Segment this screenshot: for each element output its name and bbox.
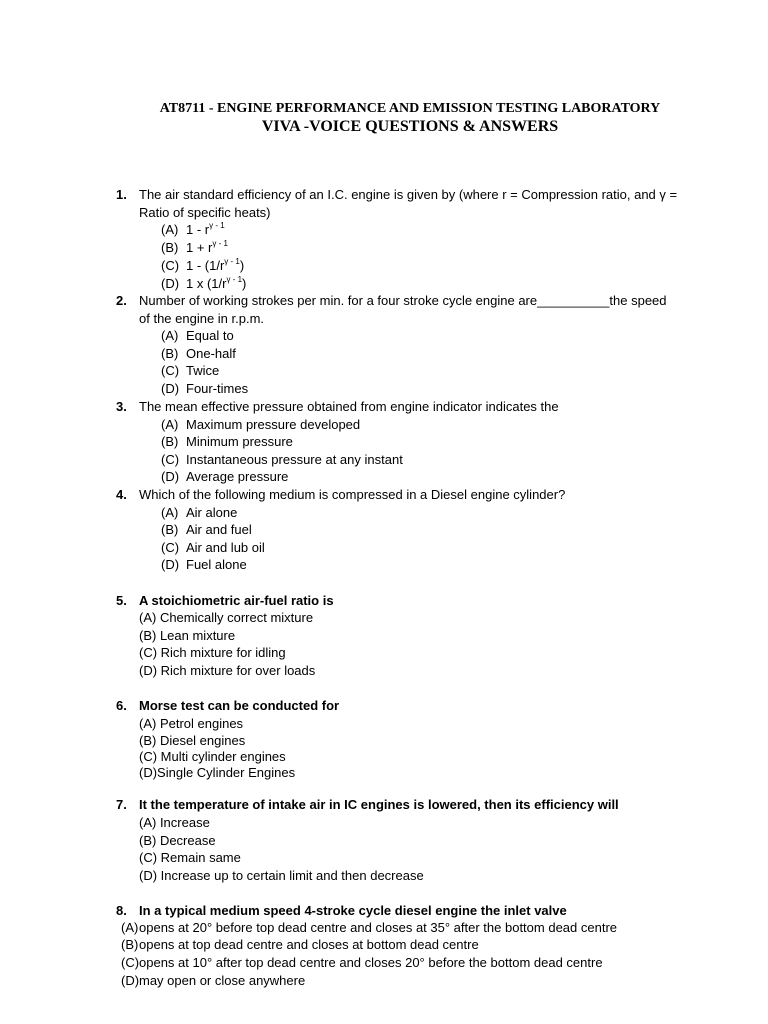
option-label: (A) [121, 920, 139, 935]
option-text: may open or close anywhere [139, 973, 306, 988]
course-title: AT8711 - ENGINE PERFORMANCE AND EMISSION TESTING LABORATORY [159, 101, 661, 116]
option-label: (D) [121, 973, 140, 988]
option-2d [161, 380, 248, 398]
option-6b: (B) Diesel engines [139, 733, 246, 748]
option-label: (C) [161, 363, 180, 378]
option-text: Fuel alone [186, 557, 247, 572]
option-label: (B) [161, 240, 179, 255]
question-number: 3. [116, 399, 127, 414]
option-text: Air alone [186, 505, 238, 520]
option-text: Minimum pressure [186, 434, 293, 449]
option-label: (C) [121, 955, 140, 970]
option-label: (B) [161, 346, 179, 361]
option-text: Air and fuel [186, 522, 252, 537]
option-1d [161, 275, 246, 293]
option-5b: (B) Lean mixture [139, 628, 236, 643]
option-5d: (D) Rich mixture for over loads [139, 663, 316, 678]
question-number: 1. [116, 187, 127, 202]
question-text: Number of working strokes per min. for a four stroke cycle engine are__________the speed of the engine in r.p.m. [139, 293, 667, 326]
option-5c: (C) Rich mixture for idling [139, 645, 286, 660]
option-text: Maximum pressure developed [186, 417, 361, 432]
option-6a: (A) Petrol engines [139, 716, 244, 731]
option-4a [161, 504, 237, 522]
option-text: One-half [186, 346, 236, 361]
option-label: (D) [161, 381, 180, 396]
option-text: Twice [186, 363, 220, 378]
option-text: opens at top dead centre and closes at bottom dead centre [139, 937, 479, 952]
option-8c [121, 954, 603, 972]
option-text: opens at 20° before top dead centre and closes at 35° after the bottom dead centre [139, 920, 617, 935]
option-7b: (B) Decrease [139, 833, 216, 848]
question-text: Which of the following medium is compressed in a Diesel engine cylinder? [139, 487, 566, 502]
option-4b [161, 521, 252, 539]
question-number: 5. [116, 593, 127, 608]
option-2a [161, 327, 234, 345]
option-label: (D) [161, 276, 180, 291]
option-label: (B) [161, 434, 179, 449]
option-text: Average pressure [186, 469, 289, 484]
option-text-end: ) [239, 258, 245, 273]
option-text: 1 x (1/r [186, 276, 227, 291]
option-label: (C) [161, 452, 180, 467]
option-4d [161, 556, 247, 574]
option-superscript: γ - 1 [212, 239, 228, 248]
question-text: In a typical medium speed 4-stroke cycle diesel engine the inlet valve [139, 903, 567, 918]
option-label: (A) [161, 505, 179, 520]
option-text: Air and lub oil [186, 540, 265, 555]
option-label: (D) [161, 557, 180, 572]
option-3d [161, 468, 288, 486]
option-text: Equal to [186, 328, 234, 343]
question-number: 2. [116, 293, 127, 308]
option-3b [161, 433, 293, 451]
option-4c [161, 539, 265, 557]
option-1a [161, 221, 225, 239]
option-7d: (D) Increase up to certain limit and then decrease [139, 868, 424, 883]
option-text: 1 + r [186, 240, 213, 255]
question-text: Morse test can be conducted for [139, 698, 340, 713]
option-3a [161, 416, 360, 434]
option-text: opens at 10° after top dead centre and closes 20° before the bottom dead centre [139, 955, 603, 970]
option-7c: (C) Remain same [139, 850, 241, 865]
option-3c [161, 451, 403, 469]
option-label: (C) [161, 540, 180, 555]
option-text-end: ) [242, 276, 247, 291]
option-label: (A) [161, 222, 179, 237]
option-label: (B) [161, 522, 179, 537]
option-8b [121, 936, 479, 954]
question-text: A stoichiometric air-fuel ratio is [139, 593, 334, 608]
option-2c [161, 362, 219, 380]
option-label: (A) [161, 417, 179, 432]
option-1b [161, 239, 228, 257]
option-text: 1 - (1/r [186, 258, 225, 273]
option-label: (D) [161, 469, 180, 484]
option-7a: (A) Increase [139, 815, 210, 830]
option-label: (A) [161, 328, 179, 343]
question-number: 6. [116, 698, 127, 713]
option-1c [161, 257, 244, 275]
option-label: (C) [161, 258, 180, 273]
question-number: 7. [116, 797, 127, 812]
option-superscript: γ - 1 [224, 257, 240, 266]
option-superscript: γ - 1 [226, 275, 243, 284]
option-text: Instantaneous pressure at any instant [186, 452, 403, 467]
option-label: (B) [121, 937, 139, 952]
question-text: The air standard efficiency of an I.C. engine is given by (where r = Compression ratio, and γ = Ratio of specific heats) [139, 187, 678, 220]
option-6d: (D)Single Cylinder Engines [139, 765, 296, 780]
option-6c: (C) Multi cylinder engines [139, 749, 286, 764]
option-8a [121, 919, 617, 937]
option-8d [121, 972, 305, 990]
question-number: 4. [116, 487, 127, 502]
page-title: VIVA -VOICE QUESTIONS & ANSWERS [261, 118, 559, 135]
option-superscript: γ - 1 [209, 221, 225, 230]
question-number: 8. [116, 903, 127, 918]
option-text: 1 - r [186, 222, 210, 237]
question-text: It the temperature of intake air in IC engines is lowered, then its efficiency will [139, 797, 619, 812]
option-text: Four-times [186, 381, 249, 396]
option-2b [161, 345, 236, 363]
option-5a: (A) Chemically correct mixture [139, 610, 314, 625]
question-text: The mean effective pressure obtained from engine indicator indicates the [139, 399, 559, 414]
